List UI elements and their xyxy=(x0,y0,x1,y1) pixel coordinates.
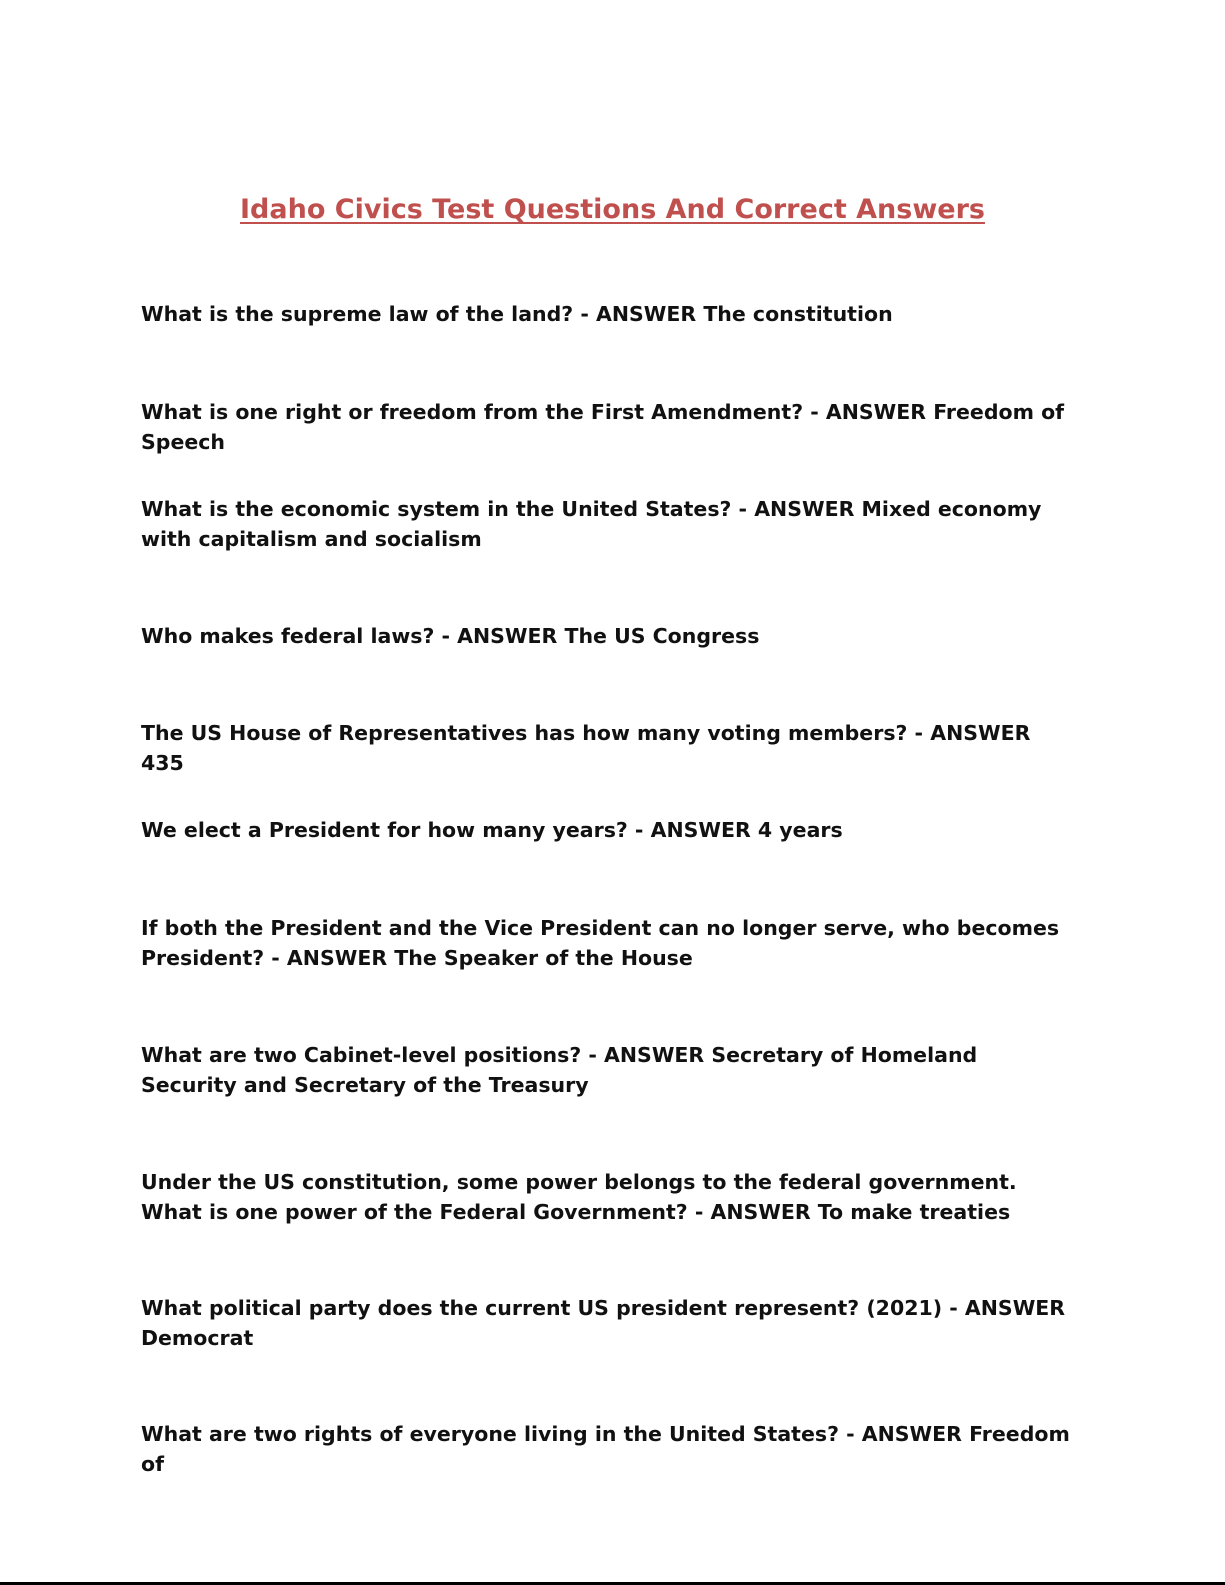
qa-item: What is the economic system in the United States? - ANSWER Mixed economy with capitalism and socialism xyxy=(141,497,1042,551)
qa-item: What are two rights of everyone living in the United States? - ANSWER Freedom of xyxy=(141,1422,1070,1476)
qa-item: What is the supreme law of the land? - ANSWER The constitution xyxy=(141,302,893,326)
qa-item: What is one right or freedom from the First Amendment? - ANSWER Freedom of Speech xyxy=(141,400,1065,454)
qa-item: Who makes federal laws? - ANSWER The US Congress xyxy=(141,624,760,648)
document-title xyxy=(0,190,1225,230)
qa-item: Under the US constitution, some power belongs to the federal government. What is one power of the Federal Government? - ANSWER To make treaties xyxy=(141,1170,1017,1224)
qa-item: If both the President and the Vice President can no longer serve, who becomes President? - ANSWER The Speaker of the House xyxy=(141,916,1060,970)
qa-item: We elect a President for how many years? - ANSWER 4 years xyxy=(141,818,843,842)
qa-item: What political party does the current US president represent? (2021) - ANSWER Democrat xyxy=(141,1296,1066,1350)
qa-item: The US House of Representatives has how many voting members? - ANSWER 435 xyxy=(141,721,1031,775)
document-title-text: Idaho Civics Test Questions And Correct Answers xyxy=(240,194,985,225)
qa-item: What are two Cabinet-level positions? - ANSWER Secretary of Homeland Security and Secretary of the Treasury xyxy=(141,1043,978,1097)
